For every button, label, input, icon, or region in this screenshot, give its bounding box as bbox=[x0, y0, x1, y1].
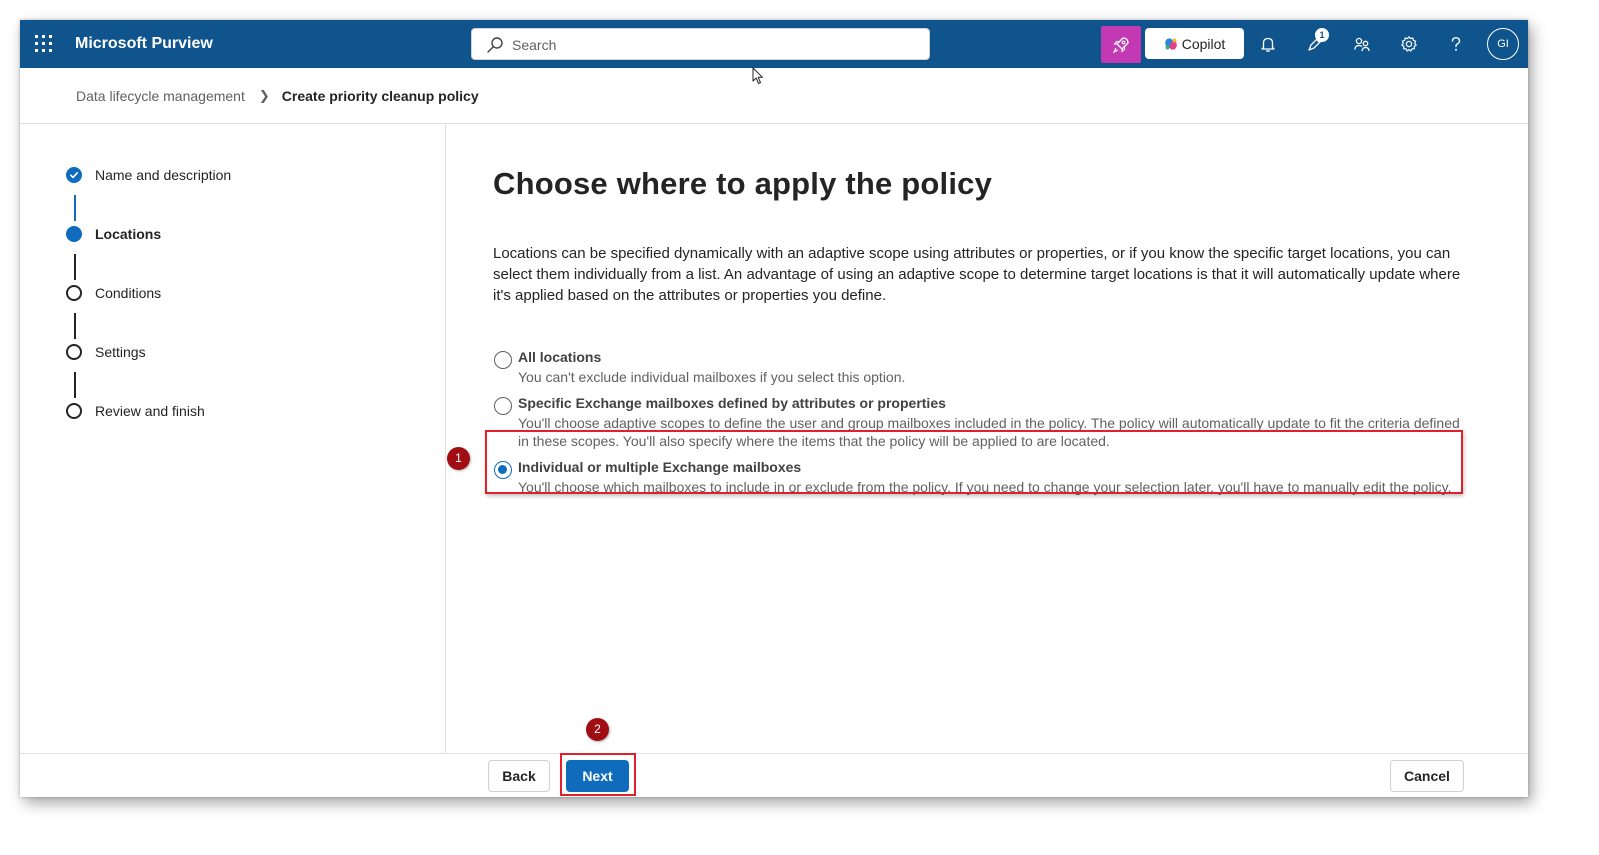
step-label: Review and finish bbox=[95, 403, 205, 419]
step-label: Conditions bbox=[95, 285, 162, 301]
option-title: Specific Exchange mailboxes defined by attributes or properties bbox=[518, 395, 946, 411]
step-name-and-description[interactable] bbox=[66, 165, 231, 185]
option-description: You can't exclude individual mailboxes if you select this option. bbox=[518, 369, 906, 385]
copilot-label: Copilot bbox=[1181, 35, 1226, 52]
step-connector bbox=[74, 313, 76, 339]
mouse-pointer-icon bbox=[752, 67, 764, 85]
current-step-icon bbox=[66, 226, 82, 242]
option-title: Individual or multiple Exchange mailboxes bbox=[518, 459, 802, 475]
option-description: You'll choose which mailboxes to include in or exclude from the policy. If you need to change your selection later, you'll have to manually edit the policy. bbox=[518, 479, 1452, 495]
avatar[interactable]: GI bbox=[1487, 28, 1519, 60]
step-conditions[interactable] bbox=[66, 283, 161, 303]
help-button[interactable] bbox=[1436, 28, 1476, 60]
settings-button[interactable] bbox=[1389, 28, 1429, 60]
top-bar bbox=[20, 20, 1528, 68]
copilot-button[interactable] bbox=[1145, 28, 1244, 59]
breadcrumb-parent-link[interactable]: Data lifecycle management bbox=[76, 88, 245, 104]
step-marker-1: 1 bbox=[447, 447, 470, 470]
highlight-box-next bbox=[560, 753, 636, 796]
copilot-logo-icon bbox=[1164, 37, 1178, 51]
step-settings[interactable] bbox=[66, 342, 146, 362]
breadcrumb bbox=[76, 88, 479, 104]
app-title[interactable]: Microsoft Purview bbox=[75, 35, 213, 52]
rocket-button[interactable] bbox=[1101, 26, 1141, 63]
cancel-button[interactable]: Cancel bbox=[1390, 760, 1464, 792]
app-launcher-icon[interactable] bbox=[34, 34, 54, 54]
pending-step-icon bbox=[66, 403, 82, 419]
search-box[interactable] bbox=[471, 28, 930, 60]
rocket-icon bbox=[1112, 36, 1130, 54]
highlight-box-option bbox=[485, 430, 1463, 494]
purview-window bbox=[20, 20, 1528, 797]
step-review-and-finish[interactable] bbox=[66, 401, 205, 421]
notification-badge: 1 bbox=[1315, 28, 1329, 42]
bell-icon bbox=[1259, 35, 1277, 53]
help-icon bbox=[1447, 35, 1465, 53]
step-connector bbox=[74, 254, 76, 280]
intro-text: Locations can be specified dynamically with an adaptive scope using attributes or properties, or if you know the specific target locations, you can select them individually from a list. An advantage of using an adaptive scope to determine target locations is that it will automatically update where it's applied based on the attributes or properties you define. bbox=[493, 245, 1461, 304]
search-icon bbox=[486, 36, 504, 54]
footer-divider bbox=[20, 753, 1528, 754]
back-button[interactable]: Back bbox=[488, 760, 550, 792]
pending-step-icon bbox=[66, 344, 82, 360]
step-connector bbox=[74, 372, 76, 398]
step-marker-2: 2 bbox=[586, 718, 609, 741]
page-title: Choose where to apply the policy bbox=[493, 166, 993, 201]
step-label: Name and description bbox=[95, 167, 232, 183]
step-label: Settings bbox=[95, 344, 146, 360]
people-icon bbox=[1353, 35, 1371, 53]
chevron-right-icon: ❯ bbox=[258, 88, 270, 103]
option-title: All locations bbox=[518, 349, 602, 365]
checkmark-icon bbox=[66, 167, 82, 183]
step-locations[interactable] bbox=[66, 224, 161, 244]
radio-all-locations[interactable] bbox=[494, 351, 512, 369]
option-description: You'll choose adaptive scopes to define the user and group mailboxes included in the policy. The policy will automatically update to fit the criteria defined in these scopes. You'll also specify where the items that the policy will be applied to are located. bbox=[518, 415, 1460, 449]
gear-icon bbox=[1400, 35, 1418, 53]
wizard-stepper bbox=[20, 124, 446, 753]
people-button[interactable] bbox=[1342, 28, 1382, 60]
radio-adaptive-scopes[interactable] bbox=[494, 397, 512, 415]
notifications-button[interactable] bbox=[1248, 28, 1288, 60]
search-input[interactable] bbox=[512, 34, 912, 56]
step-connector bbox=[74, 195, 76, 221]
breadcrumb-current: Create priority cleanup policy bbox=[281, 88, 479, 104]
pending-step-icon bbox=[66, 285, 82, 301]
step-label: Locations bbox=[95, 226, 162, 242]
next-button[interactable]: Next bbox=[566, 760, 629, 792]
